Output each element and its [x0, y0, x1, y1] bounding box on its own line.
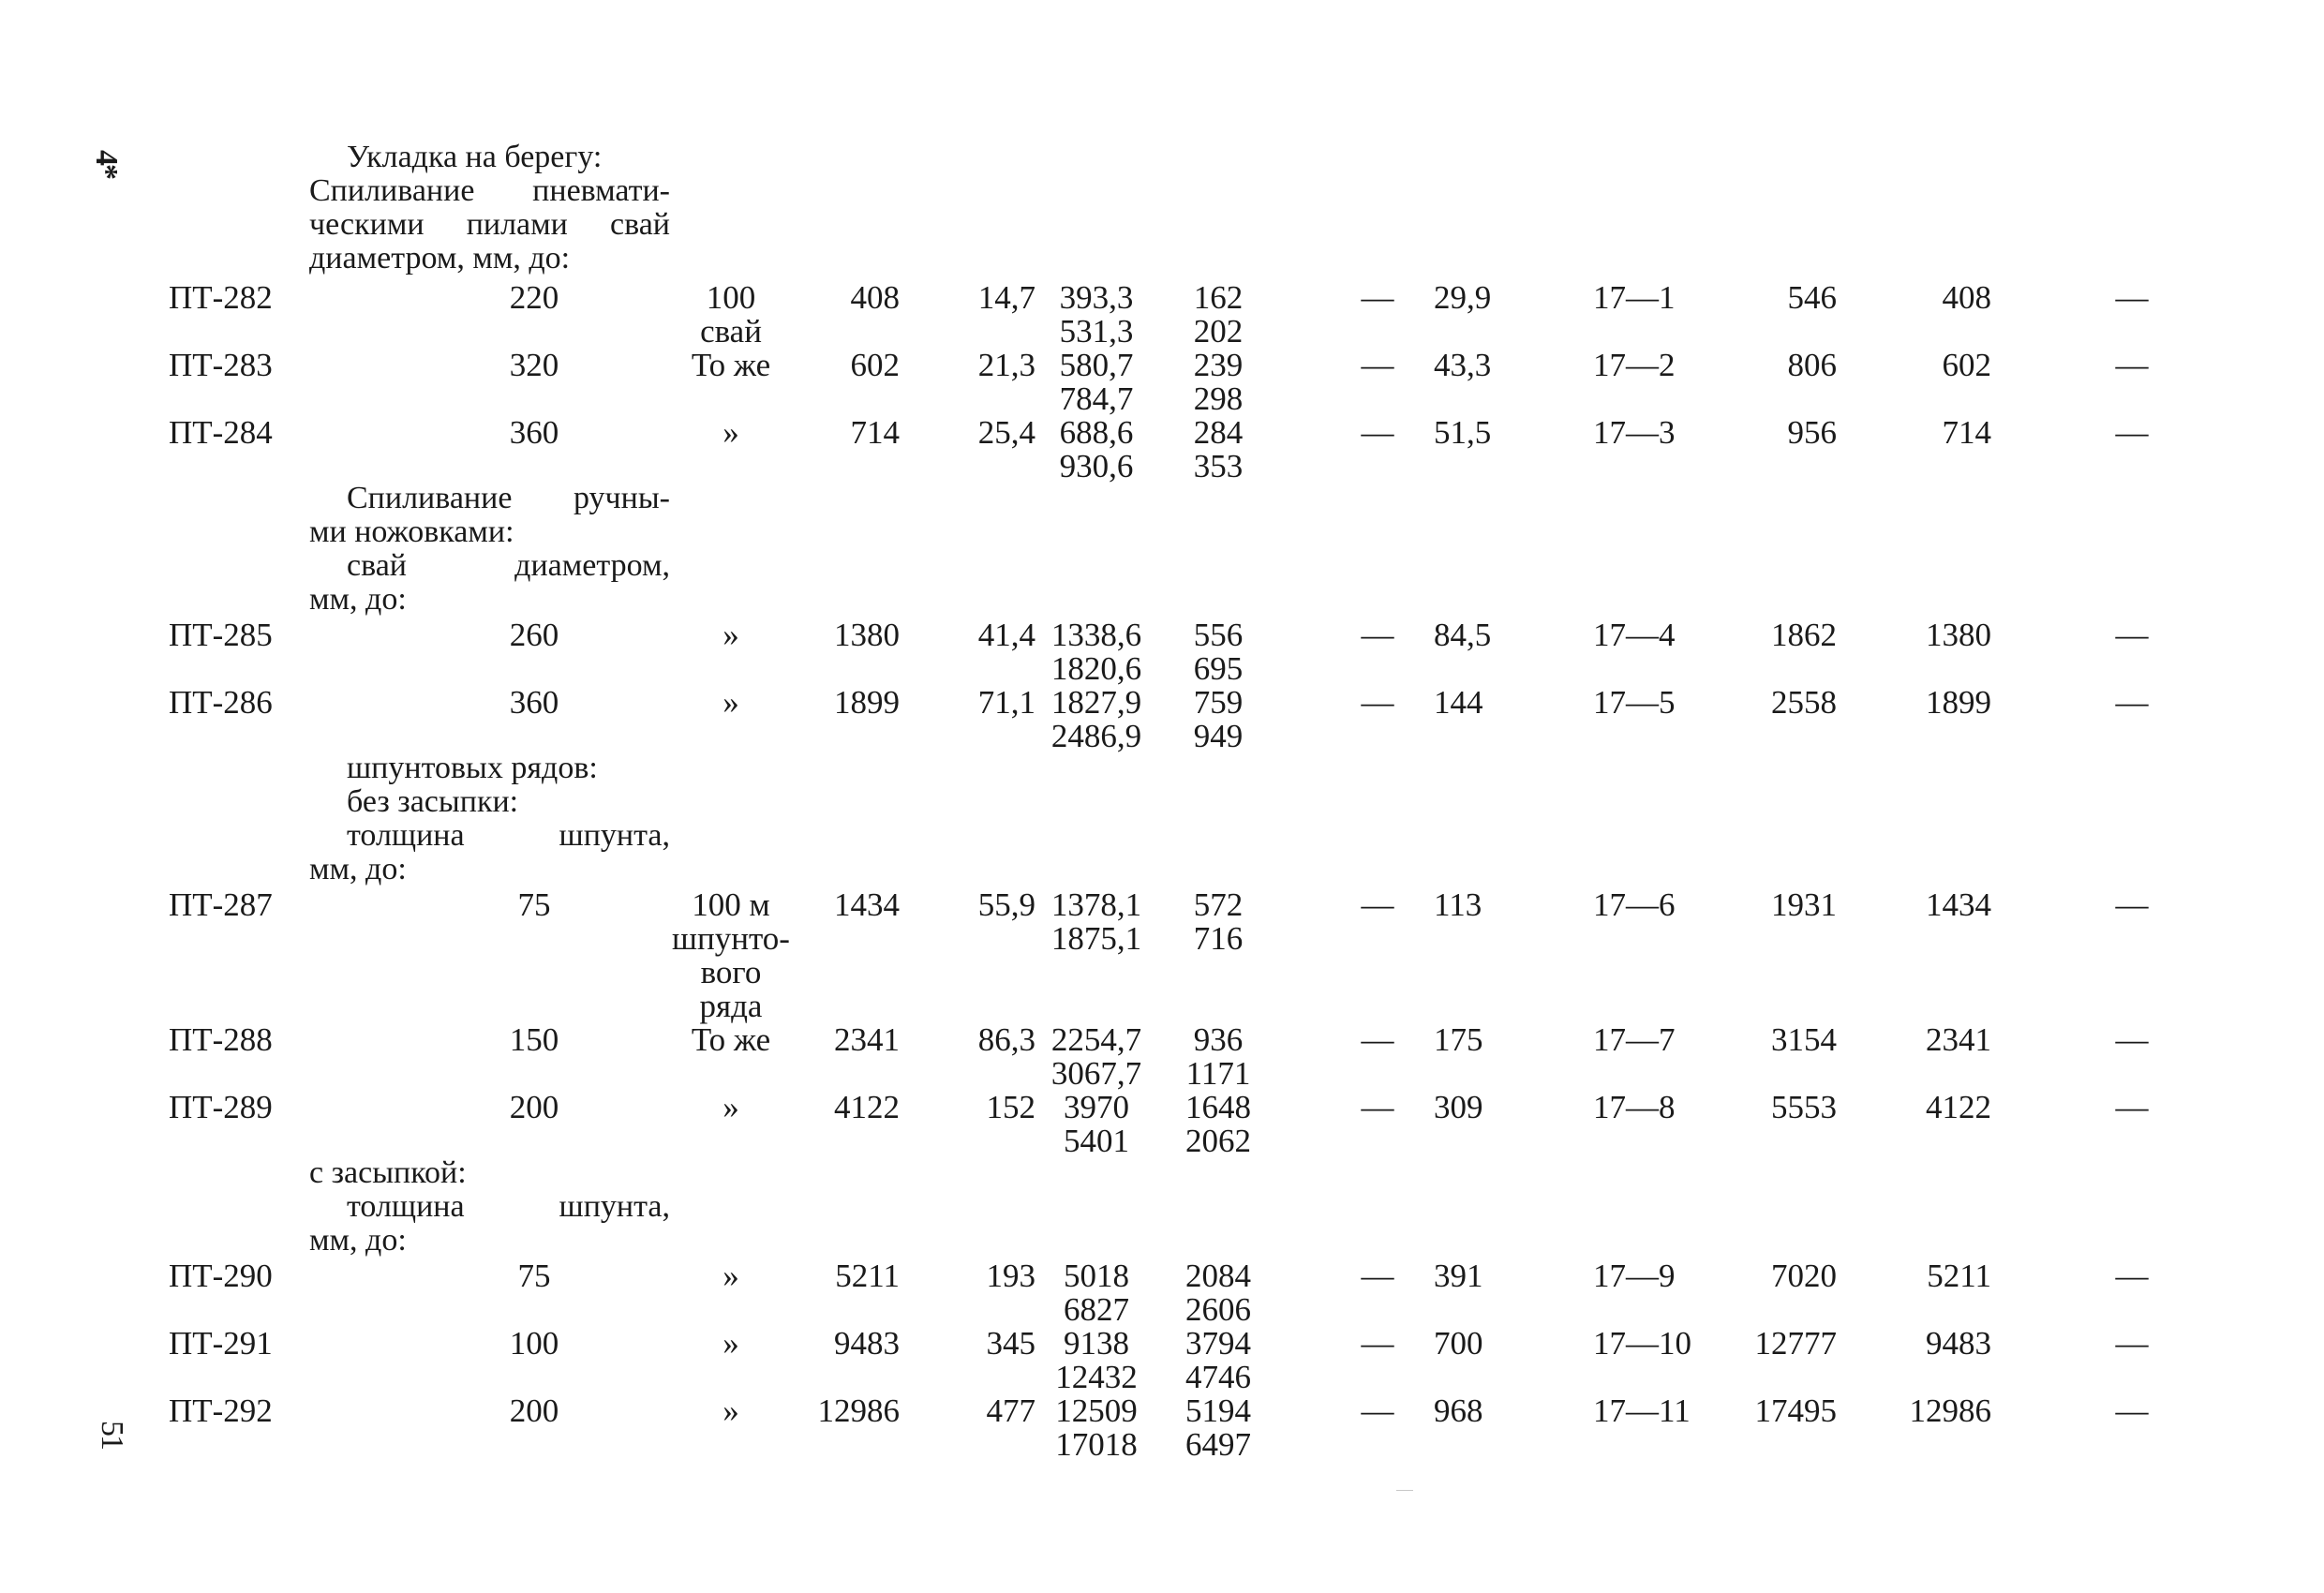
item-code: ПТ-292: [169, 1392, 273, 1429]
dash-cell: —: [1361, 617, 1394, 653]
dash-cell: —: [2115, 414, 2149, 451]
materials-value: 284: [1193, 414, 1244, 451]
machine-value: 12509: [1055, 1392, 1138, 1429]
table-row: [0, 349, 2324, 416]
value-column-1: 2558: [1771, 684, 1837, 721]
machine-cost: [1031, 281, 1162, 349]
wage-cost: 71,1: [977, 684, 1035, 721]
dash-cell: —: [1361, 279, 1394, 316]
item-code: ПТ-282: [169, 279, 273, 316]
section-line: шпунтовых рядов:: [347, 751, 598, 785]
unit-line: шпунто-: [672, 920, 790, 957]
total-cost: 4122: [834, 1089, 900, 1125]
machine-cost: [1031, 1259, 1162, 1327]
section-line: толщина шпунта,: [347, 818, 670, 853]
materials-value: 1648: [1185, 1089, 1251, 1125]
dash-cell: —: [1361, 347, 1394, 383]
dash-cell: —: [2115, 886, 2149, 923]
dash-cell: —: [2115, 1089, 2149, 1125]
section-heading-sheet-pile-no-backfill: [309, 752, 670, 886]
materials-value: 2084: [1185, 1258, 1251, 1294]
unit-line: 100 м: [692, 886, 770, 923]
dash-cell: —: [1361, 414, 1394, 451]
section-line: Спиливание ручны-: [347, 481, 670, 515]
value-column-2: 1899: [1926, 684, 1991, 721]
value-column-2: 12986: [1909, 1392, 1991, 1429]
value-column-2: 1434: [1926, 886, 1991, 923]
unit-of-measure: [656, 416, 806, 450]
materials-value: 556: [1193, 617, 1244, 653]
section-line: толщина шпунта,: [347, 1189, 670, 1224]
dash-cell: —: [2115, 1392, 2149, 1429]
machine-value: 3067,7: [1050, 1055, 1142, 1092]
section-line: ческими пилами свай: [309, 207, 670, 242]
materials-value: 239: [1193, 347, 1244, 383]
materials-cost: [1171, 1091, 1265, 1158]
section-line: Укладка на берегу:: [347, 140, 603, 174]
total-cost: 2341: [834, 1021, 900, 1058]
labor-value: 700: [1434, 1325, 1483, 1362]
machine-cost: [1031, 888, 1162, 956]
dash-cell: —: [1361, 1258, 1394, 1294]
value-column-1: 546: [1787, 279, 1837, 316]
materials-cost: [1171, 281, 1265, 349]
materials-value: 759: [1193, 684, 1244, 721]
unit-of-measure: [656, 281, 806, 349]
wage-cost: 14,7: [977, 279, 1035, 316]
machine-cost: [1031, 1327, 1162, 1394]
table-row: [0, 1023, 2324, 1091]
machine-value: 5401: [1064, 1123, 1129, 1159]
labor-value: 113: [1434, 886, 1482, 923]
unit-line: свай: [700, 313, 762, 350]
page-number: 51: [95, 1421, 129, 1449]
machine-value: 1338,6: [1050, 617, 1142, 653]
item-code: ПТ-290: [169, 1258, 273, 1294]
dash-cell: —: [1361, 886, 1394, 923]
value-column-1: 1931: [1771, 886, 1837, 923]
norm-reference: 17—9: [1593, 1258, 1676, 1294]
value-column-2: 5211: [1927, 1258, 1991, 1294]
unit-line: »: [723, 684, 739, 721]
size-value: 360: [509, 684, 559, 721]
unit-of-measure: [656, 1394, 806, 1428]
machine-cost: [1031, 1091, 1162, 1158]
value-column-2: 1380: [1926, 617, 1991, 653]
size-value: 75: [517, 1258, 551, 1294]
materials-value: 2062: [1185, 1123, 1251, 1159]
machine-cost: [1031, 618, 1162, 686]
machine-value: 5018: [1064, 1258, 1129, 1294]
materials-value: 949: [1193, 718, 1244, 754]
item-code: ПТ-291: [169, 1325, 273, 1362]
unit-line: То же: [691, 347, 771, 383]
machine-value: 531,3: [1059, 313, 1134, 350]
section-heading-sheet-pile-backfill: [309, 1156, 670, 1258]
dash-cell: —: [1361, 1325, 1394, 1362]
dash-cell: —: [2115, 684, 2149, 721]
scan-mark: [1396, 1490, 1413, 1491]
labor-value: 144: [1434, 684, 1483, 721]
value-column-1: 806: [1787, 347, 1837, 383]
table-row: [0, 1394, 2324, 1462]
materials-cost: [1171, 349, 1265, 416]
unit-of-measure: [656, 1023, 806, 1057]
value-column-2: 9483: [1926, 1325, 1991, 1362]
wage-cost: 41,4: [977, 617, 1035, 653]
wage-cost: 345: [986, 1325, 1035, 1362]
item-code: ПТ-289: [169, 1089, 273, 1125]
section-line: мм, до:: [309, 1223, 407, 1258]
materials-value: 716: [1193, 920, 1244, 957]
machine-value: 2486,9: [1050, 718, 1142, 754]
value-column-1: 17495: [1754, 1392, 1837, 1429]
materials-cost: [1171, 1023, 1265, 1091]
table-row: [0, 416, 2324, 484]
labor-value: 309: [1434, 1089, 1483, 1125]
wage-cost: 152: [986, 1089, 1035, 1125]
total-cost: 714: [850, 414, 900, 451]
norm-reference: 17—3: [1593, 414, 1676, 451]
dash-cell: —: [2115, 347, 2149, 383]
machine-value: 3970: [1064, 1089, 1129, 1125]
total-cost: 9483: [834, 1325, 900, 1362]
item-code: ПТ-283: [169, 347, 273, 383]
wage-cost: 21,3: [977, 347, 1035, 383]
machine-value: 784,7: [1059, 380, 1134, 417]
value-column-1: 956: [1787, 414, 1837, 451]
value-column-2: 714: [1942, 414, 1991, 451]
value-column-1: 7020: [1771, 1258, 1837, 1294]
unit-of-measure: [656, 1327, 806, 1361]
unit-line: вого: [700, 954, 762, 990]
labor-value: 43,3: [1434, 347, 1492, 383]
unit-line: »: [723, 1392, 739, 1429]
machine-value: 1875,1: [1050, 920, 1142, 957]
dash-cell: —: [2115, 617, 2149, 653]
machine-value: 688,6: [1059, 414, 1134, 451]
materials-value: 572: [1193, 886, 1244, 923]
materials-cost: [1171, 618, 1265, 686]
section-line: без засыпки:: [347, 784, 519, 819]
item-code: ПТ-285: [169, 617, 273, 653]
labor-value: 175: [1434, 1021, 1483, 1058]
wage-cost: 477: [986, 1392, 1035, 1429]
unit-of-measure: [656, 1091, 806, 1124]
unit-line: »: [723, 414, 739, 451]
unit-of-measure: [656, 686, 806, 720]
machine-value: 580,7: [1059, 347, 1134, 383]
materials-value: 5194: [1185, 1392, 1251, 1429]
materials-cost: [1171, 1394, 1265, 1462]
total-cost: 5211: [835, 1258, 900, 1294]
materials-value: 695: [1193, 650, 1244, 687]
total-cost: 1899: [834, 684, 900, 721]
unit-line: »: [723, 1089, 739, 1125]
dash-cell: —: [1361, 1021, 1394, 1058]
section-line: мм, до:: [309, 852, 407, 886]
table-row: [0, 686, 2324, 753]
norm-reference: 17—2: [1593, 347, 1676, 383]
item-code: ПТ-287: [169, 886, 273, 923]
norm-reference: 17—8: [1593, 1089, 1676, 1125]
norm-reference: 17—10: [1593, 1325, 1691, 1362]
materials-value: 162: [1193, 279, 1244, 316]
labor-value: 391: [1434, 1258, 1483, 1294]
table-row: [0, 1327, 2324, 1394]
section-line: свай диаметром,: [347, 548, 670, 583]
dash-cell: —: [1361, 1392, 1394, 1429]
machine-value: 930,6: [1059, 448, 1134, 484]
total-cost: 12986: [817, 1392, 900, 1429]
machine-cost: [1031, 1023, 1162, 1091]
section-line: Спиливание пневмати-: [309, 173, 670, 208]
section-line: ми ножовками:: [309, 514, 514, 549]
materials-value: 936: [1193, 1021, 1244, 1058]
value-column-1: 3154: [1771, 1021, 1837, 1058]
unit-of-measure: [656, 888, 806, 1023]
machine-value: 1378,1: [1050, 886, 1142, 923]
item-code: ПТ-286: [169, 684, 273, 721]
table-row: [0, 1259, 2324, 1327]
size-value: 100: [509, 1325, 559, 1362]
size-value: 260: [509, 617, 559, 653]
norm-reference: 17—11: [1593, 1392, 1691, 1429]
wage-cost: 55,9: [977, 886, 1035, 923]
table-row: [0, 886, 2324, 1024]
unit-line: »: [723, 1258, 739, 1294]
total-cost: 408: [850, 279, 900, 316]
total-cost: 1434: [834, 886, 900, 923]
value-column-1: 5553: [1771, 1089, 1837, 1125]
dash-cell: —: [2115, 1258, 2149, 1294]
materials-value: 6497: [1185, 1426, 1251, 1463]
machine-value: 17018: [1055, 1426, 1138, 1463]
unit-line: ряда: [699, 988, 763, 1024]
norm-reference: 17—1: [1593, 279, 1676, 316]
machine-value: 6827: [1064, 1291, 1129, 1328]
size-value: 150: [509, 1021, 559, 1058]
section-line: мм, до:: [309, 582, 407, 617]
size-value: 200: [509, 1089, 559, 1125]
machine-value: 9138: [1064, 1325, 1129, 1362]
size-value: 200: [509, 1392, 559, 1429]
machine-cost: [1031, 349, 1162, 416]
size-value: 360: [509, 414, 559, 451]
corner-mark: 4*: [89, 150, 124, 178]
norm-reference: 17—5: [1593, 684, 1676, 721]
unit-line: »: [723, 1325, 739, 1362]
dash-cell: —: [1361, 1089, 1394, 1125]
unit-line: 100: [706, 279, 756, 316]
wage-cost: 193: [986, 1258, 1035, 1294]
value-column-2: 602: [1942, 347, 1991, 383]
total-cost: 602: [850, 347, 900, 383]
table-row: [0, 618, 2324, 686]
materials-value: 4746: [1185, 1359, 1251, 1395]
machine-cost: [1031, 686, 1162, 753]
section-heading-hand-saw: [309, 482, 670, 617]
dash-cell: —: [2115, 1021, 2149, 1058]
materials-cost: [1171, 1327, 1265, 1394]
norm-reference: 17—4: [1593, 617, 1676, 653]
item-code: ПТ-288: [169, 1021, 273, 1058]
materials-value: 2606: [1185, 1291, 1251, 1328]
labor-value: 84,5: [1434, 617, 1492, 653]
table-row: [0, 281, 2324, 349]
dash-cell: —: [2115, 279, 2149, 316]
size-value: 220: [509, 279, 559, 316]
machine-cost: [1031, 1394, 1162, 1462]
value-column-2: 408: [1942, 279, 1991, 316]
materials-value: 353: [1193, 448, 1244, 484]
unit-of-measure: [656, 1259, 806, 1293]
materials-value: 1171: [1185, 1055, 1251, 1092]
size-value: 75: [517, 886, 551, 923]
wage-cost: 25,4: [977, 414, 1035, 451]
norm-reference: 17—7: [1593, 1021, 1676, 1058]
unit-line: То же: [691, 1021, 771, 1058]
materials-cost: [1171, 888, 1265, 956]
size-value: 320: [509, 347, 559, 383]
materials-cost: [1171, 686, 1265, 753]
unit-line: »: [723, 617, 739, 653]
section-line: диаметром, мм, до:: [309, 241, 571, 275]
materials-cost: [1171, 416, 1265, 484]
wage-cost: 86,3: [977, 1021, 1035, 1058]
value-column-2: 4122: [1926, 1089, 1991, 1125]
machine-cost: [1031, 416, 1162, 484]
dash-cell: —: [1361, 684, 1394, 721]
machine-value: 1827,9: [1050, 684, 1142, 721]
machine-value: 1820,6: [1050, 650, 1142, 687]
labor-value: 968: [1434, 1392, 1483, 1429]
labor-value: 51,5: [1434, 414, 1492, 451]
unit-of-measure: [656, 618, 806, 652]
unit-of-measure: [656, 349, 806, 382]
dash-cell: —: [2115, 1325, 2149, 1362]
materials-cost: [1171, 1259, 1265, 1327]
table-row: [0, 1091, 2324, 1158]
machine-value: 393,3: [1059, 279, 1134, 316]
machine-value: 12432: [1055, 1359, 1138, 1395]
norm-reference: 17—6: [1593, 886, 1676, 923]
total-cost: 1380: [834, 617, 900, 653]
materials-value: 298: [1193, 380, 1244, 417]
section-heading-shore-pneumatic: [309, 141, 670, 275]
value-column-1: 1862: [1771, 617, 1837, 653]
value-column-2: 2341: [1926, 1021, 1991, 1058]
section-line: с засыпкой:: [309, 1155, 467, 1190]
labor-value: 29,9: [1434, 279, 1492, 316]
machine-value: 2254,7: [1050, 1021, 1142, 1058]
item-code: ПТ-284: [169, 414, 273, 451]
materials-value: 3794: [1185, 1325, 1251, 1362]
value-column-1: 12777: [1754, 1325, 1837, 1362]
materials-value: 202: [1193, 313, 1244, 350]
